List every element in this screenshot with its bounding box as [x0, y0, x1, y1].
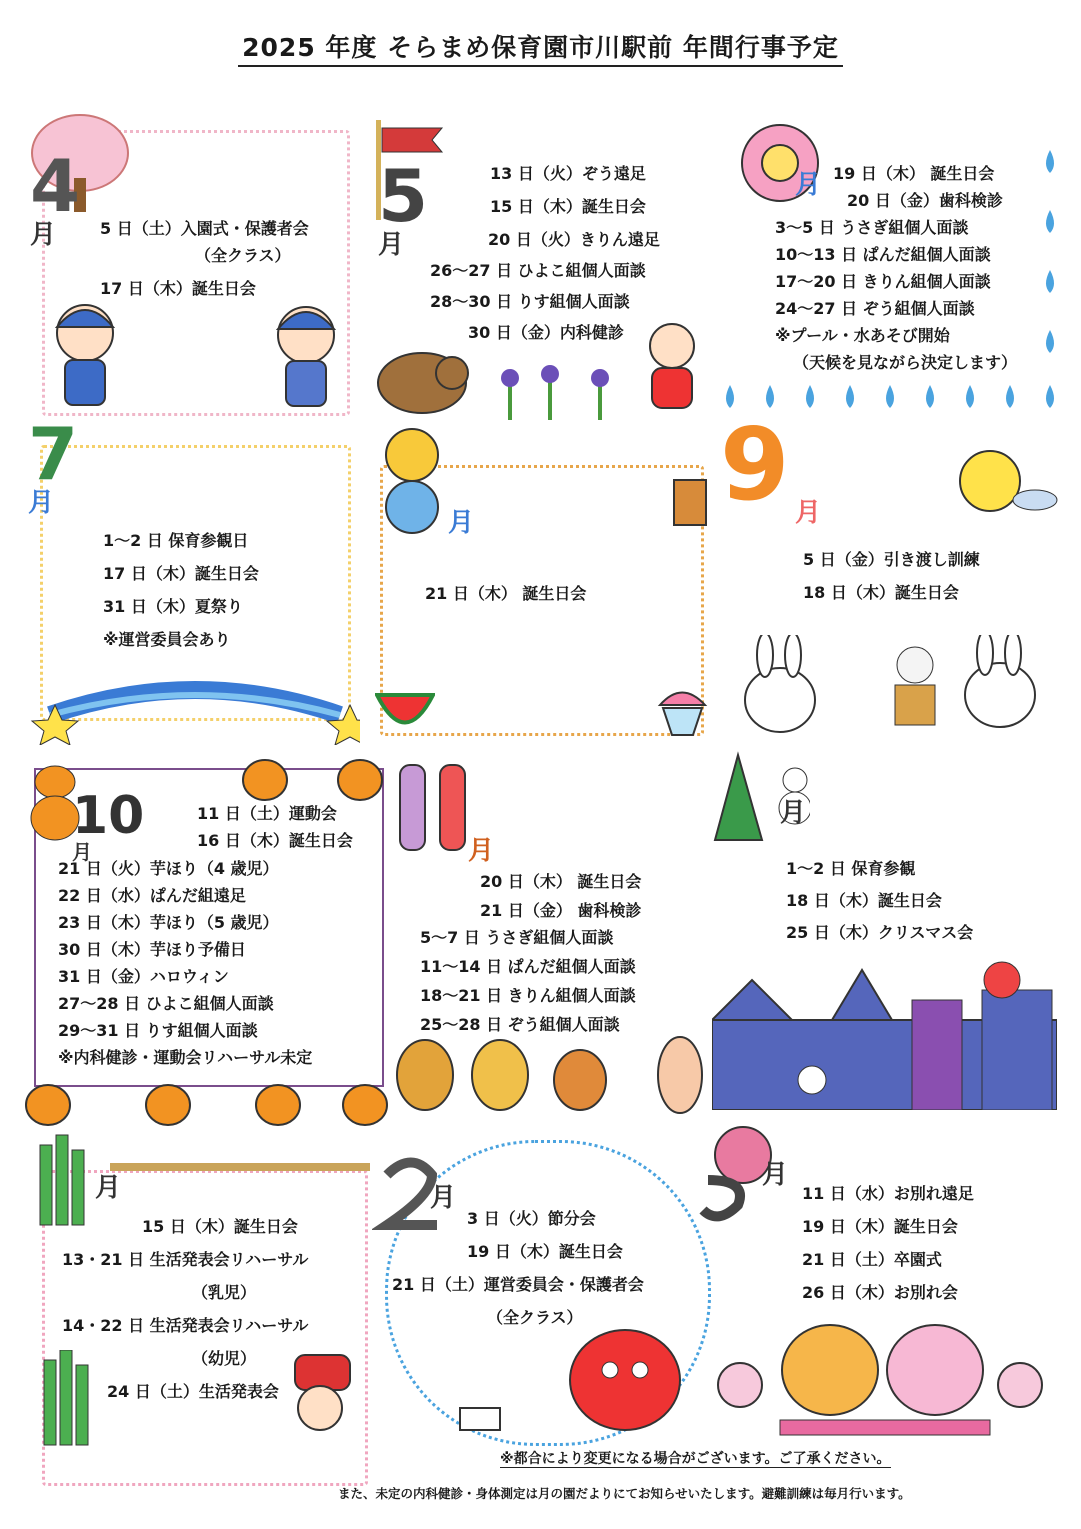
info-notice: また、未定の内科健診・身体測定は月の園だよりにてお知らせいたします。避難訓練は毎月行います。 [338, 1486, 911, 1501]
snowy-town-icon [712, 960, 1057, 1110]
event-item: 17 日（木）誕生日会 [100, 279, 256, 298]
event-item: 24～27 日 ぞう組個人面談 [775, 299, 975, 318]
month-label-march: 月 [762, 1160, 789, 1190]
event-item: 21 日（土）運営委員会・保護者会 [392, 1275, 644, 1294]
month-kanji-september: 月 [795, 498, 822, 528]
month-label-april: 4月 [30, 144, 81, 250]
rainbow-milky-way-icon [30, 665, 360, 745]
event-item: 13・21 日 生活発表会リハーサル [62, 1250, 309, 1269]
event-item: 15 日（木）誕生日会 [142, 1217, 298, 1236]
event-item: 13 日（火）ぞう遠足 [490, 164, 646, 183]
shaved-ice-icon [655, 680, 710, 740]
month-label-january: 月 [95, 1173, 122, 1203]
event-item: （乳児） [192, 1283, 257, 1302]
event-item: 19 日（木） 誕生日会 [833, 164, 995, 183]
event-item: 18 日（木）誕生日会 [803, 583, 959, 602]
event-item: 3 日（火）節分会 [467, 1209, 596, 1228]
bear-icon [372, 338, 472, 418]
moon-viewing-rabbits-icon [735, 635, 1055, 740]
event-item: 26～27 日 ひよこ組個人面談 [430, 261, 646, 280]
sunflower-eight-icon [372, 425, 452, 535]
december-events [786, 855, 973, 946]
hina-dolls-icon [700, 1300, 1060, 1440]
event-item: 20 日（火）きりん遠足 [488, 230, 660, 249]
event-item: 31 日（木）夏祭り [103, 597, 243, 616]
event-item: 21 日（土）卒園式 [802, 1250, 942, 1269]
event-item: 20 日（木） 誕生日会 [480, 872, 642, 891]
event-item: 18～21 日 きりん組個人面談 [420, 986, 636, 1005]
red-oni-icon [545, 1320, 695, 1440]
change-notice: ※都合により変更になる場合がございます。ご了承ください。 [500, 1451, 891, 1467]
tofu-icon [455, 1400, 505, 1435]
event-item: （天候を見ながら決定します） [793, 353, 1018, 372]
event-item: ※プール・水あそび開始 [775, 326, 950, 345]
event-item: 5 日（金）引き渡し訓練 [803, 550, 980, 569]
event-item: 17～20 日 きりん組個人面談 [775, 272, 991, 291]
event-item: 21 日（木） 誕生日会 [425, 584, 587, 603]
month-label-august: 月 [448, 508, 475, 538]
may-events [430, 160, 660, 346]
kadomatsu-bottom-icon [36, 1350, 96, 1450]
pumpkin-row-icon [20, 1075, 390, 1130]
event-item: 11～14 日 ぱんだ組個人面談 [420, 957, 636, 976]
child-boy-icon [268, 295, 343, 410]
march-events [802, 1180, 974, 1306]
august-events [425, 580, 586, 607]
month-label-june: 月 [795, 170, 822, 200]
event-item: 17 日（木）誕生日会 [103, 564, 259, 583]
event-item: 26 日（木）お別れ会 [802, 1283, 958, 1302]
event-item: 25～28 日 ぞう組個人面談 [420, 1015, 620, 1034]
event-item: 21 日（金） 歯科検診 [480, 901, 642, 920]
event-item: 30 日（木）芋ほり予備日 [58, 940, 246, 959]
event-item: ※内科健診・運動会リハーサル未定 [58, 1048, 313, 1067]
june-events [775, 160, 1017, 376]
event-item: ※運営委員会あり [103, 630, 231, 649]
event-item: （全クラス） [195, 246, 291, 265]
iris-flowers-icon [490, 360, 630, 420]
kintaro-icon [640, 318, 705, 413]
event-item: 5 日（土）入園式・保護者会 [100, 219, 309, 238]
event-item: 3～5 日 うさぎ組個人面談 [775, 218, 969, 237]
month-label-november: 月 [468, 836, 495, 866]
event-item: （全クラス） [487, 1308, 583, 1327]
month-label-february: 月 [430, 1183, 457, 1213]
month-label-october: 10月 [72, 786, 145, 864]
event-item: 1～2 日 保育参観日 [103, 531, 249, 550]
april-events [100, 215, 309, 302]
event-item: 31 日（金）ハロウィン [58, 967, 229, 986]
event-item: 19 日（木）誕生日会 [802, 1217, 958, 1236]
event-item: 5～7 日 うさぎ組個人面談 [420, 928, 614, 947]
event-item: 11 日（水）お別れ遠足 [802, 1184, 974, 1203]
event-item: 15 日（木）誕生日会 [490, 197, 646, 216]
event-item: 14・22 日 生活発表会リハーサル [62, 1316, 309, 1335]
month-label-december: 月 [780, 798, 807, 828]
eleven-pillars-icon [395, 760, 475, 860]
event-item: 30 日（金）内科健診 [468, 323, 624, 342]
event-item: 10～13 日 ぱんだ組個人面談 [775, 245, 991, 264]
event-item: 16 日（木）誕生日会 [197, 831, 353, 850]
event-item: 21 日（火）芋ほり（4 歳児） [58, 859, 279, 878]
iced-drink-icon [668, 470, 713, 530]
october-events [58, 855, 312, 1071]
shimenawa-rope-icon [110, 1155, 370, 1180]
month-label-september: 9 [720, 406, 790, 523]
event-item: 24 日（土）生活発表会 [107, 1382, 279, 1401]
event-item: 23 日（木）芋ほり（5 歳児） [58, 913, 279, 932]
pumpkin-top-icon [235, 752, 385, 802]
september-events [803, 546, 980, 606]
event-item: 29～31 日 りす組個人面談 [58, 1021, 258, 1040]
event-item: 20 日（金）歯科検診 [847, 191, 1003, 210]
forest-animals-icon [390, 1030, 710, 1115]
page-title: 2025 年度 そらまめ保育園市川駅前 年間行事予定 [0, 28, 1081, 64]
moon-icon [950, 445, 1060, 525]
july-events [103, 527, 259, 653]
february-events [392, 1205, 644, 1331]
october-events-top [197, 800, 353, 854]
child-girl-icon [50, 295, 120, 410]
event-item: 1～2 日 保育参観 [786, 859, 916, 878]
month-label-may: 5月 [378, 154, 429, 260]
raindrops-side-icon [1030, 140, 1070, 400]
event-item: 28～30 日 りす組個人面談 [430, 292, 630, 311]
event-item: 27～28 日 ひよこ組個人面談 [58, 994, 274, 1013]
event-item: 18 日（木）誕生日会 [786, 891, 942, 910]
event-item: 11 日（土）運動会 [197, 804, 337, 823]
month-label-july: 7月 [28, 412, 79, 518]
event-item: 19 日（木）誕生日会 [467, 1242, 623, 1261]
january-events [62, 1213, 308, 1405]
event-item: 22 日（水）ぱんだ組遠足 [58, 886, 246, 905]
november-events [420, 868, 641, 1038]
lion-dance-child-icon [285, 1350, 360, 1440]
event-item: 25 日（木）クリスマス会 [786, 923, 974, 942]
watermelon-icon [375, 690, 435, 735]
event-item: （幼児） [192, 1349, 257, 1368]
